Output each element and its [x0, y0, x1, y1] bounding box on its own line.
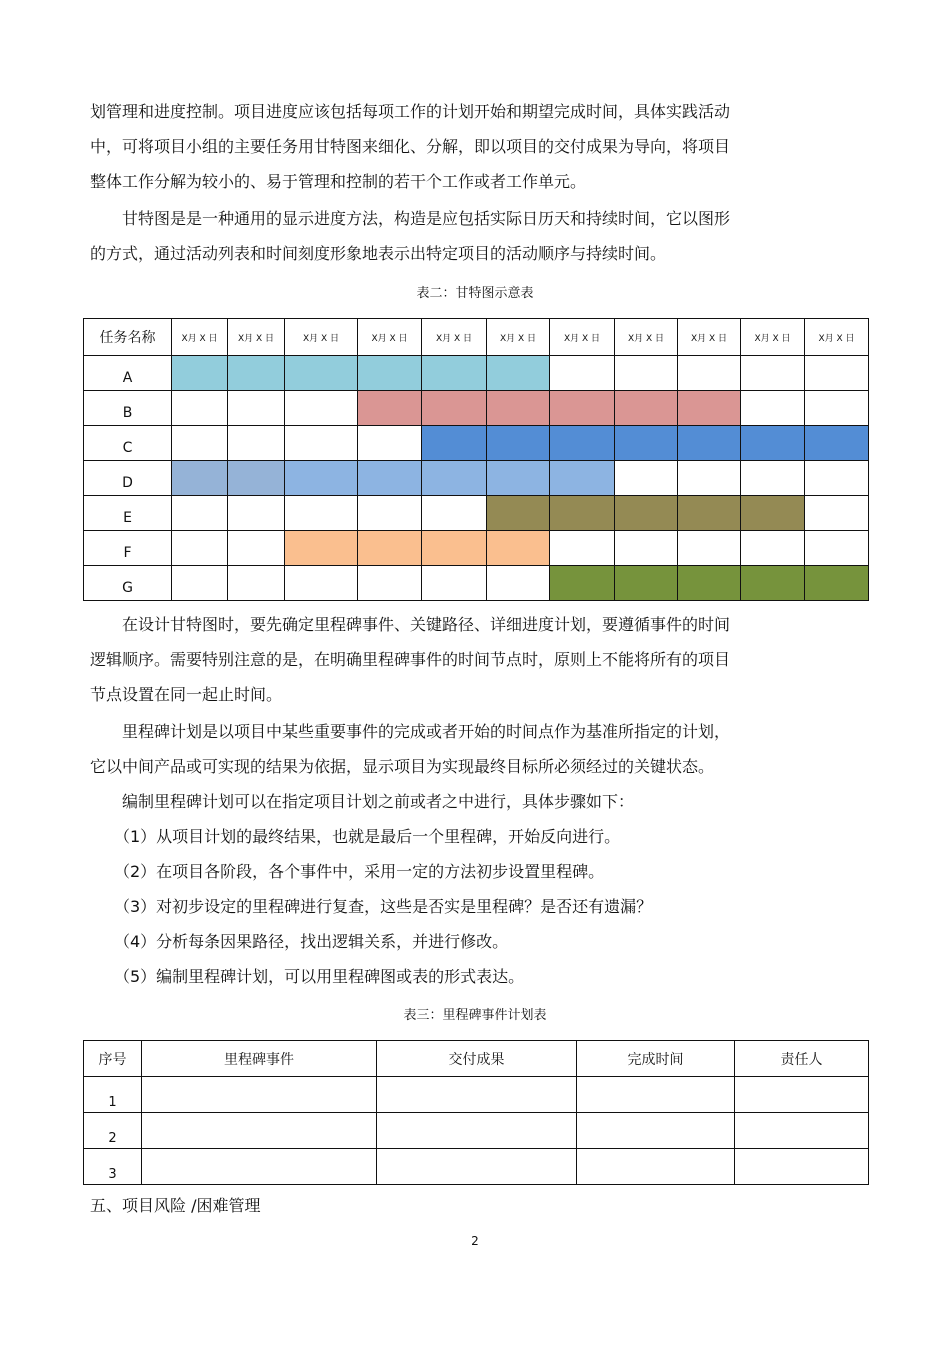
gantt-empty-cell	[358, 426, 422, 461]
gantt-bar-cell	[172, 461, 228, 496]
gantt-bar-cell	[172, 356, 228, 391]
gantt-bar-cell	[487, 426, 550, 461]
gantt-bar-cell	[550, 426, 615, 461]
gantt-empty-cell	[805, 531, 869, 566]
gantt-empty-cell	[678, 531, 741, 566]
task-name: E	[84, 496, 172, 531]
gantt-bar-cell	[228, 356, 285, 391]
section-heading: 五、项目风险 /困难管理	[90, 1196, 261, 1215]
gantt-empty-cell	[172, 391, 228, 426]
task-name: F	[84, 531, 172, 566]
gantt-task-row	[84, 461, 869, 496]
gantt-bar-cell	[285, 531, 358, 566]
gantt-task-row	[84, 496, 869, 531]
gantt-bar-cell	[358, 356, 422, 391]
gantt-empty-cell	[805, 391, 869, 426]
gantt-bar-cell	[422, 391, 487, 426]
page-number: 2	[471, 1234, 479, 1248]
date-header: X月 X 日	[487, 319, 550, 356]
gantt-empty-cell	[678, 461, 741, 496]
gantt-bar-cell	[741, 566, 805, 601]
gantt-empty-cell	[741, 461, 805, 496]
row-index: 2	[84, 1113, 142, 1149]
date-header: X月 X 日	[550, 319, 615, 356]
step-item: （5）编制里程碑计划，可以用里程碑图或表的形式表达。	[90, 967, 525, 986]
text-line: 编制里程碑计划可以在指定项目计划之前或者之中进行，具体步骤如下：	[90, 792, 635, 811]
gantt-bar-cell	[615, 426, 678, 461]
gantt-empty-cell	[487, 566, 550, 601]
gantt-bar-cell	[285, 356, 358, 391]
gantt-empty-cell	[285, 391, 358, 426]
text-line: 的方式，通过活动列表和时间刻度形象地表示出特定项目的活动顺序与持续时间。	[90, 244, 667, 263]
gantt-bar-cell	[422, 531, 487, 566]
gantt-empty-cell	[358, 566, 422, 601]
gantt-empty-cell	[550, 531, 615, 566]
task-name: G	[84, 566, 172, 601]
step-item: （2）在项目各阶段，各个事件中，采用一定的方法初步设置里程碑。	[90, 862, 605, 881]
task-name: C	[84, 426, 172, 461]
gantt-empty-cell	[228, 496, 285, 531]
date-header: X月 X 日	[358, 319, 422, 356]
step-item: （1）从项目计划的最终结果，也就是最后一个里程碑，开始反向进行。	[90, 827, 621, 846]
gantt-bar-cell	[228, 461, 285, 496]
date-header: X月 X 日	[422, 319, 487, 356]
gantt-empty-cell	[172, 531, 228, 566]
text-line: 它以中间产品或可实现的结果为依据，显示项目为实现最终目标所必须经过的关键状态。	[90, 757, 715, 776]
date-header: X月 X 日	[285, 319, 358, 356]
gantt-task-row	[84, 356, 869, 391]
gantt-bar-cell	[678, 566, 741, 601]
text-line: 甘特图是是一种通用的显示进度方法，构造是应包括实际日历天和持续时间，它以图形	[90, 209, 731, 228]
col-header-event: 里程碑事件	[142, 1041, 377, 1077]
gantt-empty-cell	[228, 426, 285, 461]
text-line: 节点设置在同一起止时间。	[90, 685, 283, 704]
paragraph-milestone-plan	[90, 714, 860, 994]
text-line: 整体工作分解为较小的、易于管理和控制的若干个工作或者工作单元。	[90, 172, 587, 191]
gantt-bar-cell	[422, 356, 487, 391]
gantt-task-row	[84, 426, 869, 461]
empty-cell	[142, 1113, 377, 1149]
task-name: B	[84, 391, 172, 426]
gantt-bar-cell	[678, 426, 741, 461]
gantt-bar-cell	[678, 391, 741, 426]
task-name: A	[84, 356, 172, 391]
text-line: 划管理和进度控制。项目进度应该包括每项工作的计划开始和期望完成时间，具体实践活动	[90, 102, 731, 121]
gantt-empty-cell	[285, 566, 358, 601]
table-row	[84, 1149, 869, 1185]
gantt-bar-cell	[487, 391, 550, 426]
gantt-empty-cell	[678, 356, 741, 391]
col-header-owner: 责任人	[735, 1041, 869, 1077]
date-header: X月 X 日	[678, 319, 741, 356]
gantt-bar-cell	[550, 566, 615, 601]
gantt-bar-cell	[741, 496, 805, 531]
table-row	[84, 1077, 869, 1113]
gantt-empty-cell	[172, 566, 228, 601]
gantt-header-row	[84, 319, 869, 356]
gantt-empty-cell	[228, 566, 285, 601]
paragraph-gantt-intro	[90, 201, 860, 271]
gantt-bar-cell	[805, 426, 869, 461]
step-item: （3）对初步设定的里程碑进行复查，这些是否实是里程碑？是否还有遗漏？	[90, 897, 653, 916]
gantt-empty-cell	[741, 391, 805, 426]
gantt-task-row	[84, 531, 869, 566]
gantt-bar-cell	[678, 496, 741, 531]
empty-cell	[377, 1149, 577, 1185]
gantt-bar-cell	[487, 531, 550, 566]
gantt-bar-cell	[615, 496, 678, 531]
empty-cell	[735, 1113, 869, 1149]
gantt-bar-cell	[285, 461, 358, 496]
empty-cell	[377, 1113, 577, 1149]
col-header-finish-time: 完成时间	[577, 1041, 735, 1077]
gantt-task-row	[84, 391, 869, 426]
gantt-bar-cell	[741, 426, 805, 461]
gantt-bar-cell	[615, 391, 678, 426]
gantt-empty-cell	[741, 531, 805, 566]
gantt-empty-cell	[172, 496, 228, 531]
gantt-empty-cell	[741, 356, 805, 391]
gantt-bar-cell	[358, 391, 422, 426]
gantt-table	[83, 318, 869, 601]
milestone-table	[83, 1040, 869, 1185]
gantt-bar-cell	[422, 461, 487, 496]
col-header-deliverable: 交付成果	[377, 1041, 577, 1077]
paragraph-gantt-design	[90, 607, 860, 712]
gantt-bar-cell	[805, 566, 869, 601]
table-row	[84, 1113, 869, 1149]
gantt-task-row	[84, 566, 869, 601]
date-header: X月 X 日	[228, 319, 285, 356]
date-header: X月 X 日	[741, 319, 805, 356]
milestone-caption: 表三：里程碑事件计划表	[403, 1008, 547, 1023]
empty-cell	[735, 1077, 869, 1113]
text-line: 里程碑计划是以项目中某些重要事件的完成或者开始的时间点作为基准所指定的计划，	[90, 722, 731, 741]
gantt-bar-cell	[358, 461, 422, 496]
gantt-empty-cell	[615, 356, 678, 391]
gantt-empty-cell	[550, 356, 615, 391]
gantt-caption: 表二：甘特图示意表	[416, 286, 534, 301]
paragraph-progress-control	[90, 94, 860, 199]
gantt-empty-cell	[422, 566, 487, 601]
date-header: X月 X 日	[172, 319, 228, 356]
gantt-empty-cell	[805, 496, 869, 531]
gantt-bar-cell	[615, 566, 678, 601]
text-line: 逻辑顺序。需要特别注意的是，在明确里程碑事件的时间节点时，原则上不能将所有的项目	[90, 650, 731, 669]
empty-cell	[142, 1149, 377, 1185]
empty-cell	[735, 1149, 869, 1185]
col-header-index: 序号	[84, 1041, 142, 1077]
gantt-bar-cell	[487, 496, 550, 531]
gantt-bar-cell	[487, 356, 550, 391]
row-index: 1	[84, 1077, 142, 1113]
date-header: X月 X 日	[615, 319, 678, 356]
empty-cell	[577, 1113, 735, 1149]
empty-cell	[377, 1077, 577, 1113]
row-index: 3	[84, 1149, 142, 1185]
text-line: 在设计甘特图时，要先确定里程碑事件、关键路径、详细进度计划，要遵循事件的时间	[90, 615, 731, 634]
empty-cell	[142, 1077, 377, 1113]
gantt-empty-cell	[172, 426, 228, 461]
gantt-bar-cell	[550, 391, 615, 426]
gantt-empty-cell	[228, 531, 285, 566]
gantt-empty-cell	[615, 461, 678, 496]
gantt-bar-cell	[422, 426, 487, 461]
gantt-empty-cell	[615, 531, 678, 566]
step-item: （4）分析每条因果路径，找出逻辑关系，并进行修改。	[90, 932, 509, 951]
gantt-empty-cell	[805, 356, 869, 391]
gantt-empty-cell	[358, 496, 422, 531]
empty-cell	[577, 1077, 735, 1113]
milestone-header-row	[84, 1041, 869, 1077]
gantt-bar-cell	[487, 461, 550, 496]
task-name-header: 任务名称	[84, 319, 172, 356]
gantt-empty-cell	[422, 496, 487, 531]
gantt-empty-cell	[285, 496, 358, 531]
empty-cell	[577, 1149, 735, 1185]
gantt-empty-cell	[805, 461, 869, 496]
task-name: D	[84, 461, 172, 496]
gantt-bar-cell	[550, 461, 615, 496]
gantt-bar-cell	[358, 531, 422, 566]
gantt-empty-cell	[285, 426, 358, 461]
gantt-bar-cell	[550, 496, 615, 531]
text-line: 中，可将项目小组的主要任务用甘特图来细化、分解，即以项目的交付成果为导向，将项目	[90, 137, 731, 156]
date-header: X月 X 日	[805, 319, 869, 356]
gantt-empty-cell	[228, 391, 285, 426]
